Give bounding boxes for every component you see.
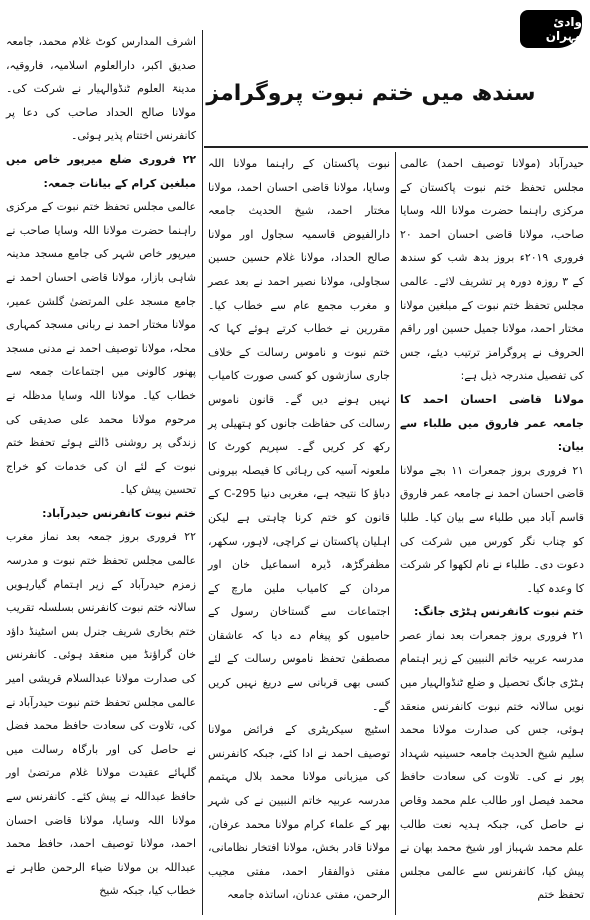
column-divider-left (202, 30, 203, 915)
section-logo (520, 10, 582, 48)
paragraph: اشرف المدارس کوٹ غلام محمد، جامعہ صدیق اکبر، دارالعلوم اسلامیہ، فاروقیہ، مدینۃ العلوم ٹنڈوالہیار نے شرکت کی۔ مولانا صالح الحداد صاحب کی دعا پر کانفرنس اختتام پذیر ہوئی۔ (6, 35, 196, 143)
paragraph: ۲۲ فروری بروز جمعہ بعد نماز مغرب عالمی مجلس تحفظ ختم نبوت و مدرسہ زمزم حیدرآباد کے زیر اہتمام گیارہویں سالانہ ختم نبوت کانفرنس بسلسلہ تقریب ختم بخاری شریف جنرل بس اسٹینڈ داؤد خان گراؤنڈ میں منعقد ہوئی۔ کانفرنس کی صدارت مولانا عبدالسلام قریشی امیر عالمی مجلس تحفظ ختم نبوت حیدرآباد نے کی، تلاوت کی سعادت حافظ محمد فضل نے حاصل کی اور بارگاہ رسالت میں گلہائے عقیدت مولانا غلام مرتضیٰ اور حافظ عبداللہ نے پیش کئے۔ کانفرنس سے مولانا اللہ وسایا، مولانا قاضی احسان احمد، مولانا توصیف احمد، حافظ محمد عبداللہ بن مولانا ضیاء الرحمن طاہر نے خطاب کیا، جبکہ شیخ (6, 530, 196, 898)
column-divider-right (395, 152, 396, 915)
subheading: ختم نبوت کانفرنس حیدرآباد: (42, 506, 196, 520)
paragraph: ۲۱ فروری بروز جمعرات بعد نماز عصر مدرسہ عربیہ خاتم النبیین کے زیر اہتمام ہٹڑی جانگ تحصیل و ضلع ٹنڈوالہیار میں نویں سالانہ ختم نبوت کانفرنس منعقد ہوئی، جس کی صدارت مولانا محمد سلیم شیخ الحدیث جامعہ حسینیہ شہداد پور نے کی۔ تلاوت کی سعادت حافظ محمد فیصل اور طالب علم محمد وقاص نے حاصل کی، جبکہ ہدیہ نعت طالب علم محمد شہباز اور شیخ محمد بھان نے پیش کیا، کانفرنس سے عالمی مجلس تحفظ ختم (400, 628, 584, 902)
article-column-right (400, 152, 584, 907)
article-column-left (6, 30, 196, 903)
paragraph: اسٹیج سیکریٹری کے فرائض مولانا توصیف احمد نے ادا کئے، جبکہ کانفرنس کی میزبانی مولانا محمد بلال مہتمم مدرسہ عربیہ خاتم النبیین نے کی شہر بھر کے علماء کرام مولانا محمد عرفان، مولانا قادر بخش، مولانا افتخار نظامانی، مفتی ذوالفقار احمد، مفتی مجیب الرحمن، مفتی عدنان، اساتذہ جامعہ (208, 723, 390, 902)
subheading: مولانا قاضی احسان احمد کا جامعہ عمر فاروق میں طلباء سے بیان: (400, 392, 584, 454)
subheading: ۲۲ فروری ضلع میرپور خاص میں مبلغین کرام کے بیانات جمعہ: (6, 152, 196, 190)
subheading: ختم نبوت کانفرنس ہٹڑی جانگ: (413, 605, 584, 619)
headline: سندھ میں ختم نبوت پروگرامز (206, 81, 536, 106)
paragraph: ۲۱ فروری بروز جمعرات ۱۱ بجے مولانا قاضی احسان احمد نے جامعہ عمر فاروق قاسم آباد میں طلباء سے بیان کیا۔ طلبا کو چناب نگر کورس میں شرکت کی دعوت دی۔ طلباء نے نام لکھوا کر شرکت کا وعدہ کیا۔ (400, 463, 585, 595)
paragraph: عالمی مجلس تحفظ ختم نبوت کے مرکزی راہنما حضرت مولانا اللہ وسایا صاحب نے میرپور خاص شہر کی جامع مسجد مدینہ شاہی بازار، مولانا قاضی احسان احمد نے جامع مسجد علی المرتضیٰ گلشن عمیر، مولانا مختار احمد نے ربانی مسجد کمہاری محلہ، مولانا توصیف احمد نے مدنی مسجد پھنور کالونی میں اجتماعات جمعہ سے خطاب کیا۔ مولانا اللہ وسایا مدظلہ نے مرحوم مولانا محمد علی صدیقی کی زندگی پر روشنی ڈالتے ہوئے تحفظ ختم نبوت کے لئے ان کی خدمات کو خراج تحسین پیش کیا۔ (6, 200, 196, 497)
paragraph: حیدرآباد (مولانا توصیف احمد) عالمی مجلس تحفظ ختم نبوت پاکستان کے مرکزی راہنما حضرت مولانا اللہ وسایا صاحب، مولانا قاضی احسان احمد ۲۰ فروری ۲۰۱۹ء بروز بدھ شب کو سندھ کے ۳ روزہ دورہ پر تشریف لائے۔ عالمی مجلس تحفظ ختم نبوت کے مبلغین مولانا مختار احمد، مولانا جمیل حسین اور راقم الحروف نے پروگرامز ترتیب دیئے، جس کی تفصیل مندرجہ ذیل ہے: (400, 157, 584, 383)
article-column-middle (208, 152, 390, 907)
headline-divider (204, 146, 588, 148)
section-logo-text: وادئ مہران (545, 15, 582, 43)
paragraph: نبوت پاکستان کے راہنما مولانا اللہ وسایا، مولانا قاضی احسان احمد، مولانا مختار احمد، شیخ الحدیث جامعہ دارالفیوض قاسمیہ سجاول اور مولانا صالح الحداد، مولانا غلام حسین حسین سجاولی، مولانا نصیر احمد نے بعد عصر و مغرب مجمع عام سے خطاب کیا۔ مقررین نے خطاب کرتے ہوئے کہا کہ ختم نبوت و ناموس رسالت کے خلاف جاری سازشوں کو کسی صورت کامیاب نہیں ہونے دیں گے۔ قانون ناموس رسالت کی حفاظت جانوں کو ہتھیلی پر رکھ کر کریں گے۔ سپریم کورٹ کا ملعونہ آسیہ کی رہائی کا فیصلہ بیرونی دباؤ کا نتیجہ ہے، مغربی دنیا C-295 کے قانون کو ختم کرنا چاہتی ہے لیکن اہلیان پاکستان نے کراچی، لاہور، سکھر، مظفرگڑھ، ڈیرہ اسماعیل خان اور مردان کے کامیاب ملین مارچ کے اجتماعات سے گستاخان رسول کے حامیوں کو پیغام دے دیا کہ عاشقان مصطفیٰ تحفظ ناموس رسالت کے لئے کسی بھی قربانی سے دریغ نہیں کریں گے۔ (208, 157, 390, 713)
